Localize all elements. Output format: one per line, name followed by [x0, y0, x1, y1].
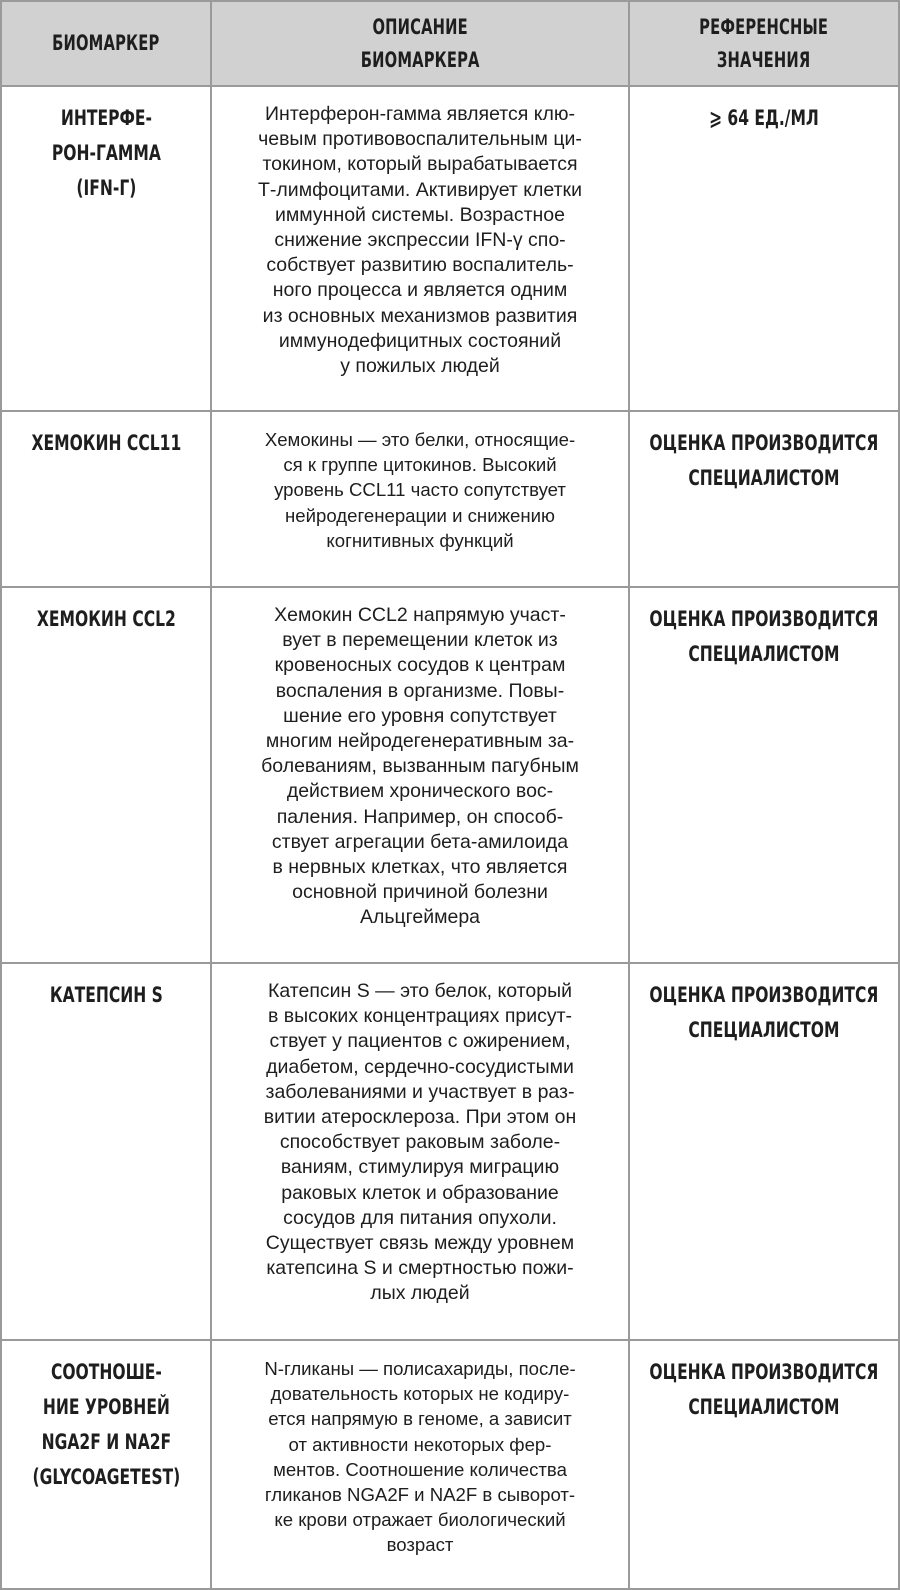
biomarker-name-cell — [1, 1340, 211, 1589]
biomarker-description: Интерферон-гамма является клю- чевым противовоспалительным ци- токином, который вырабатывается Т-лимфоцитами. Активирует клетки иммунной системы. Возрастное снижение экспрессии IFN-γ спо- собствует развитию воспалитель- ного процесса и является одним из основных механизмов развития иммунодефицитных состояний у пожилых людей — [211, 86, 629, 411]
reference-value-cell — [629, 86, 899, 411]
reference-value-cell — [629, 411, 899, 587]
reference-value: ОЦЕНКА ПРОИЗВОДИТСЯ СПЕЦИАЛИСТОМ — [649, 431, 879, 490]
biomarker-name-cell — [1, 411, 211, 587]
reference-value-cell — [629, 1340, 899, 1589]
header-description: ОПИСАНИЕ БИОМАРКЕРА — [211, 1, 629, 86]
reference-value-cell — [629, 963, 899, 1340]
table-row — [1, 411, 899, 587]
reference-value-cell — [629, 587, 899, 963]
biomarker-description: Хемокин CCL2 напрямую участ- вует в перемещении клеток из кровеносных сосудов к центрам воспаления в организме. Повы- шение его уровня сопутствует многим нейродегенеративным за- болеваниям, вызванным пагубным действием хронического вос- паления. Например, он способ- ствует агрегации бета-амилоида в нервных клетках, что является основной причиной болезни Альцгеймера — [211, 587, 629, 963]
biomarker-description: Хемокины — это белки, относящие- ся к группе цитокинов. Высокий уровень CCL11 часто сопутствует нейродегенерации и снижению когнитивных функций — [211, 411, 629, 587]
table-row — [1, 963, 899, 1340]
header-reference-values: РЕФЕРЕНСНЫЕ ЗНАЧЕНИЯ — [629, 1, 899, 86]
biomarker-description: Катепсин S — это белок, который в высоких концентрациях присут- ствует у пациентов с ожирением, диабетом, сердечно-сосудистыми заболеваниями и участвует в раз- витии атеросклероза. При этом он способствует раковым заболе- ваниям, стимулируя миграцию раковых клеток и образование сосудов для питания опухоли. Существует связь между уровнем катепсина S и смертностью пожи- лых людей — [211, 963, 629, 1340]
biomarker-name: ХЕМОКИН CCL11 — [31, 431, 181, 455]
biomarker-name: КАТЕПСИН S — [49, 983, 163, 1007]
table-row — [1, 587, 899, 963]
table-row — [1, 86, 899, 411]
biomarker-name-cell — [1, 587, 211, 963]
header-biomarker: БИОМАРКЕР — [1, 1, 211, 86]
reference-value: ОЦЕНКА ПРОИЗВОДИТСЯ СПЕЦИАЛИСТОМ — [649, 1360, 879, 1419]
biomarker-name: ХЕМОКИН CCL2 — [36, 607, 176, 631]
biomarker-name: СООТНОШЕ- НИЕ УРОВНЕЙ NGA2F И NA2F (GLYCOAGETEST) — [32, 1360, 180, 1489]
biomarker-name-cell — [1, 86, 211, 411]
table-row — [1, 1340, 899, 1589]
reference-value: ⩾ 64 ЕД./МЛ — [709, 106, 819, 130]
reference-value: ОЦЕНКА ПРОИЗВОДИТСЯ СПЕЦИАЛИСТОМ — [649, 983, 879, 1042]
biomarker-name: ИНТЕРФЕ- РОН-ГАММА (IFN-Γ) — [51, 106, 161, 200]
biomarker-description: N-гликаны — полисахариды, после- довательность которых не кодиру- ется напрямую в геноме, а зависит от активности некоторых фер- ментов. Соотношение количества гликанов NGA2F и NA2F в сыворот- ке крови отражает биологический возраст — [211, 1340, 629, 1589]
biomarker-name-cell — [1, 963, 211, 1340]
reference-value: ОЦЕНКА ПРОИЗВОДИТСЯ СПЕЦИАЛИСТОМ — [649, 607, 879, 666]
table-header-row — [1, 1, 899, 86]
